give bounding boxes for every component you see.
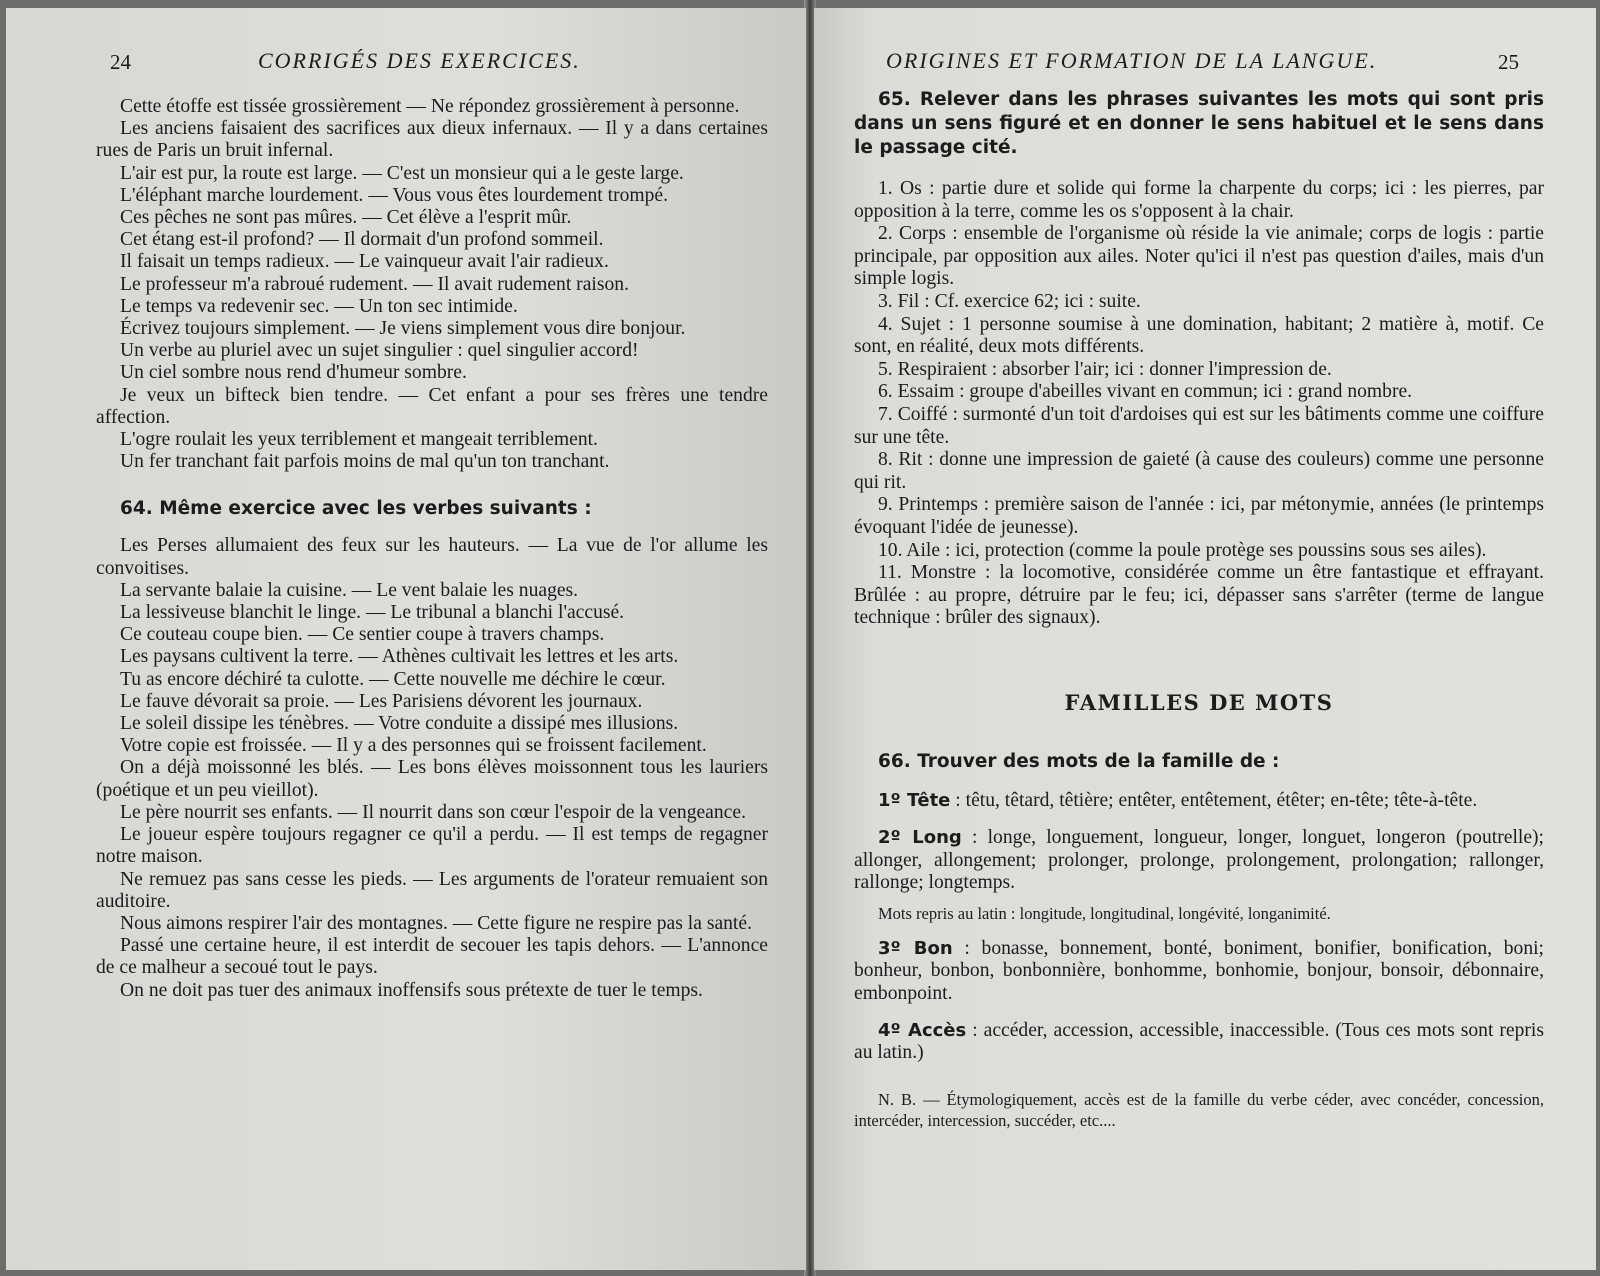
- spacer: [854, 160, 1544, 178]
- sentence: Il faisait un temps radieux. — Le vainqueur avait l'air radieux.: [120, 251, 609, 273]
- sentence: Le temps va redevenir sec. — Un ton sec intimide.: [120, 295, 518, 317]
- left-folio: 24: [110, 50, 131, 74]
- sentence: L'ogre roulait les yeux terriblement et mangeait terriblement.: [120, 429, 598, 451]
- sentence: L'éléphant marche lourdement. — Vous vous êtes lourdement trompé.: [120, 184, 669, 206]
- answer-item: 10. Aile : ici, protection (comme la poule protège ses poussins sous ses ailes).: [878, 539, 1487, 561]
- sentence: Le soleil dissipe les ténèbres. — Votre conduite a dissipé mes illusions.: [120, 713, 679, 735]
- family-head: 4º Accès: [878, 1019, 967, 1041]
- family-words: : têtu, têtard, têtière; entêter, entêtement, étêter; en-tête; tête-à-tête.: [950, 790, 1478, 812]
- sentence: La servante balaie la cuisine. — Le vent balaie les nuages.: [120, 579, 579, 601]
- intro-sentences: [96, 96, 768, 473]
- sentence: Les anciens faisaient des sacrifices aux dieux infernaux. — Il y a dans certaines rues de Paris un bruit infernal.: [96, 118, 768, 162]
- family-words: : bonasse, bonnement, bonté, boniment, bonifier, bonification, boni; bonheur, bonbon, bonbonnière, bonhomme, bonhomie, bonjour, bonsoir, débonnaire, embonpoint.: [854, 937, 1544, 1005]
- sentence: Un fer tranchant fait parfois moins de mal qu'un ton tranchant.: [120, 451, 610, 473]
- sentence: Cette étoffe est tissée grossièrement — Ne répondez grossièrement à personne.: [120, 96, 740, 117]
- family-head: 3º Bon: [878, 937, 953, 959]
- sentence: Je veux un bifteck bien tendre. — Cet enfant a pour ses frères une tendre affection.: [96, 384, 768, 428]
- exercise-66-title: 66. Trouver des mots de la famille de :: [878, 751, 1280, 773]
- answer-item: 6. Essaim : groupe d'abeilles vivant en commun; ici : grand nombre.: [878, 381, 1413, 403]
- right-folio: 25: [1498, 50, 1519, 74]
- sentence: Ne remuez pas sans cesse les pieds. — Les arguments de l'orateur remuaient son auditoire.: [96, 868, 768, 912]
- answer-item: 11. Monstre : la locomotive, considérée comme un être fantastique et effrayant. Brûlée : au propre, détruire par le feu; ici, dépasser sans s'arrêter (terme de langue technique : brûler des signaux).: [854, 562, 1544, 629]
- family-words: : longe, longuement, longueur, longer, longuet, longeron (poutrelle); allonger, allongement; prolonger, prolonge, prolongement, prolongation; rallonger, rallonge; longtemps.: [854, 827, 1544, 894]
- family-head: 2º Long: [878, 827, 962, 849]
- sentence: La lessiveuse blanchit le linge. — Le tribunal a blanchi l'accusé.: [120, 602, 625, 624]
- answer-item: 7. Coiffé : surmonté d'un toit d'ardoises qui est sur les bâtiments comme une coiffure sur une tête.: [854, 403, 1544, 448]
- right-page: [814, 8, 1596, 1270]
- answer-item: 9. Printemps : première saison de l'année : ici, par métonymie, années (le printemps évoquant l'idée de jeunesse).: [854, 494, 1544, 538]
- sentence: L'air est pur, la route est large. — C'est un monsieur qui a le geste large.: [120, 162, 684, 184]
- exercise-65-answers: [854, 178, 1544, 630]
- sentence: Le fauve dévorait sa proie. — Les Parisiens dévorent les journaux.: [120, 690, 643, 712]
- answer-item: 5. Respiraient : absorber l'air; ici : donner l'impression de.: [878, 358, 1332, 380]
- answer-item: 1. Os : partie dure et solide qui forme la charpente du corps; ici : les pierres, par opposition à la terre, comme les os s'opposent à la chair.: [854, 178, 1544, 222]
- answer-item: 2. Corps : ensemble de l'organisme où réside la vie animale; corps de logis : partie principale, par opposition aux ailes. Noter qu'ici il n'est pas question d'ailes, mais d'un simple logis.: [854, 223, 1544, 290]
- sentence: Cet étang est-il profond? — Il dormait d'un profond sommeil.: [120, 229, 604, 251]
- sentence: Nous aimons respirer l'air des montagnes. — Cette figure ne respire pas la santé.: [120, 912, 752, 934]
- sentence: Le professeur m'a rabroué rudement. — Il avait rudement raison.: [120, 273, 629, 295]
- right-body: [854, 88, 1544, 1131]
- latin-note: Mots repris au latin : longitude, longitudinal, longévité, longanimité.: [878, 903, 1331, 923]
- answer-item: 4. Sujet : 1 personne soumise à une domination, habitant; 2 matière à, motif. Ce sont, en réalité, deux mots différents.: [854, 313, 1544, 358]
- sentence: Ces pêches ne sont pas mûres. — Cet élève a l'esprit mûr.: [120, 207, 572, 229]
- sentence: Votre copie est froissée. — Il y a des personnes qui se froissent facilement.: [120, 735, 707, 757]
- sentence: On ne doit pas tuer des animaux inoffensifs sous prétexte de tuer le temps.: [120, 979, 703, 1001]
- family-long: [854, 827, 1544, 895]
- answer-item: 8. Rit : donne une impression de gaieté (à cause des couleurs) comme une personne qui rit.: [854, 449, 1544, 493]
- family-acces: [854, 1020, 1544, 1065]
- left-body: [96, 96, 768, 1002]
- section-title: FAMILLES DE MOTS: [1064, 689, 1334, 715]
- sentence: Le père nourrit ses enfants. — Il nourrit dans son cœur l'espoir de la vengeance.: [120, 801, 746, 823]
- family-words: : accéder, accession, accessible, inaccessible. (Tous ces mots sont repris au latin.): [854, 1019, 1544, 1064]
- exercise-65-title: 65. Relever dans les phrases suivantes les mots qui sont pris dans un sens figuré et en donner le sens habituel et le sens dans le passage cité.: [854, 89, 1544, 158]
- nb-note: N. B. — Étymologiquement, accès est de la famille du verbe céder, avec concéder, concession, intercéder, intercession, succéder, etc....: [854, 1089, 1544, 1130]
- exercise-64-sentences: [96, 535, 768, 1001]
- sentence: Un ciel sombre nous rend d'humeur sombre.: [120, 362, 467, 384]
- family-head: 1º Tête: [878, 790, 951, 812]
- sentence: Le joueur espère toujours regagner ce qu'il a perdu. — Il est temps de regagner notre maison.: [96, 824, 768, 868]
- sentence: Ce couteau coupe bien. — Ce sentier coupe à travers champs.: [120, 624, 605, 646]
- sentence: Tu as encore déchiré ta culotte. — Cette nouvelle me déchire le cœur.: [120, 668, 666, 690]
- left-running-head: CORRIGÉS DES EXERCICES.: [258, 48, 581, 73]
- family-tete: [854, 790, 1544, 813]
- family-bon: [854, 938, 1544, 1006]
- answer-item: 3. Fil : Cf. exercice 62; ici : suite.: [878, 290, 1141, 312]
- sentence: Écrivez toujours simplement. — Je viens simplement vous dire bonjour.: [120, 318, 686, 340]
- exercise-64-title: 64. Même exercice avec les verbes suivants :: [120, 498, 592, 520]
- left-page: [6, 8, 806, 1270]
- sentence: Un verbe au pluriel avec un sujet singulier : quel singulier accord!: [120, 340, 639, 362]
- sentence: Passé une certaine heure, il est interdit de secouer les tapis dehors. — L'annonce de ce malheur a secoué tout le pays.: [96, 935, 768, 979]
- sentence: Les Perses allumaient des feux sur les hauteurs. — La vue de l'or allume les convoitises.: [96, 535, 768, 579]
- right-running-head: ORIGINES ET FORMATION DE LA LANGUE.: [886, 48, 1378, 73]
- sentence: On a déjà moissonné les blés. — Les bons élèves moissonnent tous les lauriers (poétique et un peu vieillot).: [96, 757, 768, 801]
- sentence: Les paysans cultivent la terre. — Athènes cultivait les lettres et les arts.: [120, 646, 679, 668]
